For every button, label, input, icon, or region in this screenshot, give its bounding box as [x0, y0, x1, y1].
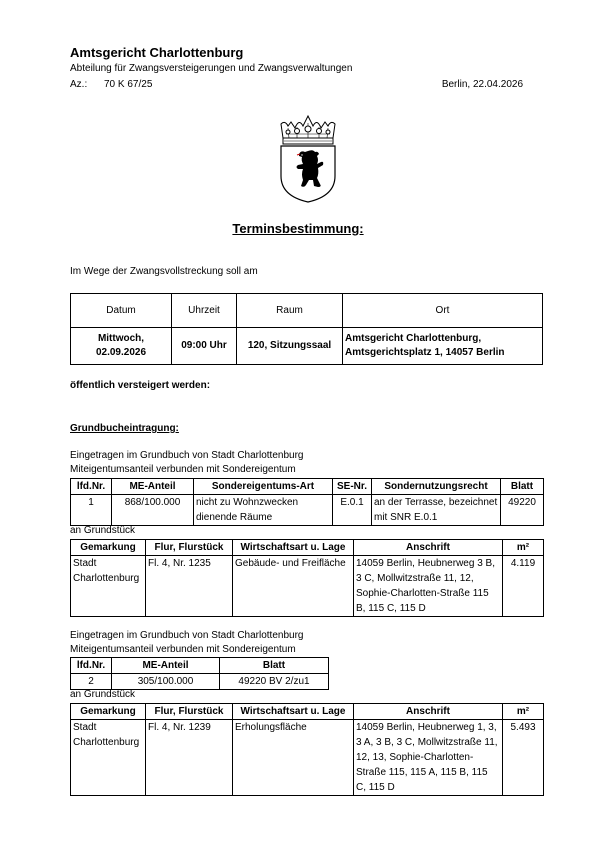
- termin-room: 120, Sitzungssaal: [237, 328, 343, 365]
- column-header: Wirtschaftsart u. Lage: [233, 540, 354, 556]
- table-row: [71, 556, 544, 617]
- table-row: [71, 720, 544, 796]
- table-cell: nicht zu Wohnzwecken dienende Räume: [194, 495, 333, 526]
- page-title: Terminsbestimmung:: [232, 221, 364, 236]
- column-header-room: Raum: [237, 294, 343, 328]
- table-cell: Gebäude- und Freifläche: [233, 556, 354, 617]
- column-header: Gemarkung: [71, 704, 146, 720]
- table-cell: Stadt Charlottenburg: [71, 556, 146, 617]
- table-cell: Fl. 4, Nr. 1235: [146, 556, 233, 617]
- parcel-line: an Grundstück: [70, 525, 136, 536]
- table-cell: 2: [71, 674, 112, 690]
- parcel-table-2: [70, 703, 544, 796]
- termin-table: [70, 293, 543, 365]
- termin-location: Amtsgericht Charlottenburg, Amtsgerichtsplatz 1, 14057 Berlin: [343, 328, 543, 365]
- column-header: m²: [503, 704, 544, 720]
- column-header: lfd.Nr.: [71, 479, 112, 495]
- berlin-coat-of-arms: [275, 114, 341, 204]
- column-header: Anschrift: [354, 540, 503, 556]
- ownership-line: Miteigentumsanteil verbunden mit Sondereigentum: [70, 644, 296, 655]
- intro-text: Im Wege der Zwangsvollstreckung soll am: [70, 266, 258, 277]
- register-line: Eingetragen im Grundbuch von Stadt Charlottenburg: [70, 450, 304, 461]
- table-cell: Erholungsfläche: [233, 720, 354, 796]
- table-cell: Stadt Charlottenburg: [71, 720, 146, 796]
- column-header: Blatt: [220, 658, 329, 674]
- place-date: Berlin, 22.04.2026: [441, 79, 523, 90]
- table-cell: 49220 BV 2/zu1: [220, 674, 329, 690]
- column-header: Blatt: [501, 479, 544, 495]
- table-cell: 14059 Berlin, Heubnerweg 1, 3, 3 A, 3 B, 3 C, Mollwitzstraße 11, 12, 13, Sophie-Charlotten-Straße 115, 115 A, 115 B, 115 C, 115 D: [354, 720, 503, 796]
- column-header: Sondernutzungsrecht: [372, 479, 501, 495]
- table-cell: Fl. 4, Nr. 1239: [146, 720, 233, 796]
- parcel-table-1: [70, 539, 544, 617]
- column-header: Anschrift: [354, 704, 503, 720]
- auction-statement: öffentlich versteigert werden:: [70, 380, 211, 391]
- column-header: Wirtschaftsart u. Lage: [233, 704, 354, 720]
- table-cell: 5.493: [503, 720, 544, 796]
- unit-table-2: [70, 657, 329, 690]
- table-row: [71, 495, 544, 526]
- section-title-grundbuch: Grundbucheintragung:: [70, 423, 179, 434]
- table-cell: 305/100.000: [112, 674, 220, 690]
- parcel-line: an Grundstück: [70, 689, 136, 700]
- unit-table-1: [70, 478, 544, 526]
- column-header-time: Uhrzeit: [172, 294, 237, 328]
- column-header-location: Ort: [343, 294, 543, 328]
- termin-time: 09:00 Uhr: [172, 328, 237, 365]
- ownership-line: Miteigentumsanteil verbunden mit Sondereigentum: [70, 464, 296, 475]
- column-header: Flur, Flurstück: [146, 540, 233, 556]
- column-header: SE-Nr.: [333, 479, 372, 495]
- file-number: 70 K 67/25: [104, 79, 153, 90]
- table-cell: 14059 Berlin, Heubnerweg 3 B, 3 C, Mollwitzstraße 11, 12, Sophie-Charlotten-Straße 115 B, 115 C, 115 D: [354, 556, 503, 617]
- column-header: Sondereigentums-Art: [194, 479, 333, 495]
- table-row: [71, 674, 329, 690]
- termin-date: Mittwoch, 02.09.2026: [71, 328, 172, 365]
- table-cell: 868/100.000: [112, 495, 194, 526]
- column-header: ME-Anteil: [112, 658, 220, 674]
- file-number-label: Az.:: [70, 79, 88, 90]
- column-header: ME-Anteil: [112, 479, 194, 495]
- table-cell: an der Terrasse, bezeichnet mit SNR E.0.1: [372, 495, 501, 526]
- column-header: Gemarkung: [71, 540, 146, 556]
- column-header-date: Datum: [71, 294, 172, 328]
- table-cell: 1: [71, 495, 112, 526]
- court-name: Amtsgericht Charlottenburg: [70, 45, 244, 60]
- table-cell: 49220: [501, 495, 544, 526]
- register-line: Eingetragen im Grundbuch von Stadt Charlottenburg: [70, 630, 304, 641]
- table-cell: E.0.1: [333, 495, 372, 526]
- column-header: m²: [503, 540, 544, 556]
- column-header: lfd.Nr.: [71, 658, 112, 674]
- column-header: Flur, Flurstück: [146, 704, 233, 720]
- department: Abteilung für Zwangsversteigerungen und Zwangsverwaltungen: [70, 63, 353, 74]
- table-cell: 4.119: [503, 556, 544, 617]
